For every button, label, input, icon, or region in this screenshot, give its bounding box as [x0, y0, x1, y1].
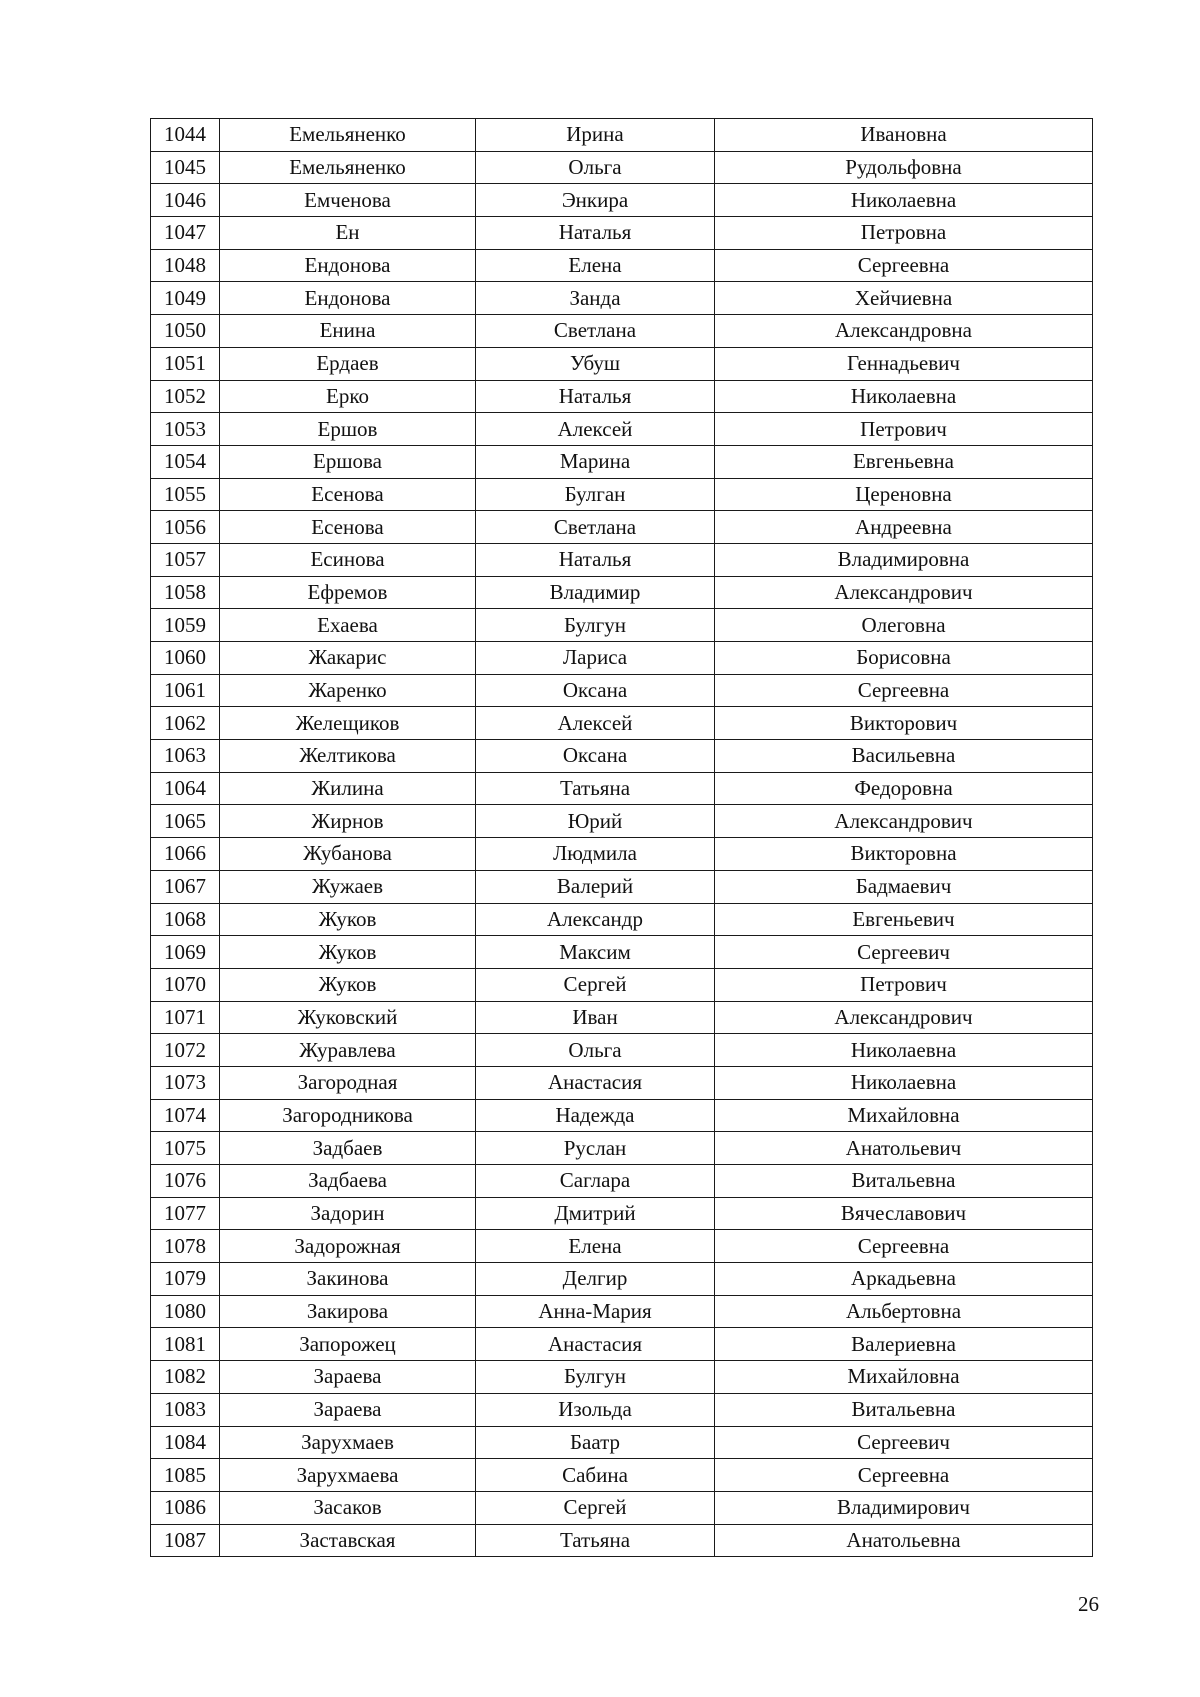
table-row [151, 1263, 1093, 1296]
patronymic-cell: Рудольфовна [715, 151, 1093, 184]
first-name-cell: Иван [476, 1001, 715, 1034]
first-name-cell: Баатр [476, 1426, 715, 1459]
patronymic-cell: Ивановна [715, 119, 1093, 152]
first-name-cell: Руслан [476, 1132, 715, 1165]
row-number-cell: 1062 [151, 707, 220, 740]
patronymic-cell: Петровна [715, 217, 1093, 250]
last-name-cell: Ершова [220, 445, 476, 478]
table-row [151, 968, 1093, 1001]
patronymic-cell: Александровна [715, 315, 1093, 348]
patronymic-cell: Сергеевна [715, 674, 1093, 707]
table-row [151, 1230, 1093, 1263]
row-number-cell: 1060 [151, 642, 220, 675]
last-name-cell: Зараева [220, 1393, 476, 1426]
patronymic-cell: Михайловна [715, 1361, 1093, 1394]
first-name-cell: Валерий [476, 870, 715, 903]
last-name-cell: Жилина [220, 772, 476, 805]
row-number-cell: 1050 [151, 315, 220, 348]
table-row [151, 903, 1093, 936]
first-name-cell: Саглара [476, 1165, 715, 1198]
last-name-cell: Закинова [220, 1263, 476, 1296]
row-number-cell: 1079 [151, 1263, 220, 1296]
row-number-cell: 1073 [151, 1066, 220, 1099]
first-name-cell: Татьяна [476, 772, 715, 805]
patronymic-cell: Сергеевна [715, 249, 1093, 282]
last-name-cell: Закирова [220, 1295, 476, 1328]
row-number-cell: 1072 [151, 1034, 220, 1067]
last-name-cell: Загородная [220, 1066, 476, 1099]
table-row [151, 347, 1093, 380]
row-number-cell: 1055 [151, 478, 220, 511]
last-name-cell: Жубанова [220, 838, 476, 871]
patronymic-cell: Хейчиевна [715, 282, 1093, 315]
row-number-cell: 1063 [151, 740, 220, 773]
first-name-cell: Елена [476, 1230, 715, 1263]
last-name-cell: Запорожец [220, 1328, 476, 1361]
row-number-cell: 1075 [151, 1132, 220, 1165]
row-number-cell: 1069 [151, 936, 220, 969]
row-number-cell: 1085 [151, 1459, 220, 1492]
last-name-cell: Емельяненко [220, 119, 476, 152]
first-name-cell: Светлана [476, 511, 715, 544]
last-name-cell: Жакарис [220, 642, 476, 675]
row-number-cell: 1061 [151, 674, 220, 707]
last-name-cell: Жуков [220, 903, 476, 936]
table-row [151, 315, 1093, 348]
patronymic-cell: Николаевна [715, 380, 1093, 413]
table-row [151, 119, 1093, 152]
table-row [151, 1361, 1093, 1394]
patronymic-cell: Бадмаевич [715, 870, 1093, 903]
table-row [151, 217, 1093, 250]
first-name-cell: Алексей [476, 707, 715, 740]
patronymic-cell: Евгеньевна [715, 445, 1093, 478]
patronymic-cell: Сергеевна [715, 1459, 1093, 1492]
last-name-cell: Емченова [220, 184, 476, 217]
table-row [151, 576, 1093, 609]
patronymic-cell: Анатольевич [715, 1132, 1093, 1165]
row-number-cell: 1057 [151, 543, 220, 576]
row-number-cell: 1065 [151, 805, 220, 838]
table-row [151, 1066, 1093, 1099]
last-name-cell: Желещиков [220, 707, 476, 740]
table-row [151, 511, 1093, 544]
last-name-cell: Есенова [220, 478, 476, 511]
table-row [151, 609, 1093, 642]
row-number-cell: 1087 [151, 1524, 220, 1557]
patronymic-cell: Николаевна [715, 1066, 1093, 1099]
table-row [151, 249, 1093, 282]
patronymic-cell: Витальевна [715, 1393, 1093, 1426]
patronymic-cell: Альбертовна [715, 1295, 1093, 1328]
last-name-cell: Задорин [220, 1197, 476, 1230]
row-number-cell: 1086 [151, 1491, 220, 1524]
patronymic-cell: Олеговна [715, 609, 1093, 642]
row-number-cell: 1044 [151, 119, 220, 152]
table-row [151, 1393, 1093, 1426]
first-name-cell: Ирина [476, 119, 715, 152]
patronymic-cell: Сергеевич [715, 1426, 1093, 1459]
last-name-cell: Жуков [220, 968, 476, 1001]
table-row [151, 413, 1093, 446]
row-number-cell: 1076 [151, 1165, 220, 1198]
last-name-cell: Ершов [220, 413, 476, 446]
row-number-cell: 1080 [151, 1295, 220, 1328]
row-number-cell: 1059 [151, 609, 220, 642]
table-row [151, 1165, 1093, 1198]
row-number-cell: 1046 [151, 184, 220, 217]
first-name-cell: Сабина [476, 1459, 715, 1492]
row-number-cell: 1077 [151, 1197, 220, 1230]
first-name-cell: Лариса [476, 642, 715, 675]
patronymic-cell: Борисовна [715, 642, 1093, 675]
row-number-cell: 1058 [151, 576, 220, 609]
last-name-cell: Жуковский [220, 1001, 476, 1034]
patronymic-cell: Андреевна [715, 511, 1093, 544]
last-name-cell: Желтикова [220, 740, 476, 773]
table-row [151, 1295, 1093, 1328]
patronymic-cell: Викторович [715, 707, 1093, 740]
table-row [151, 543, 1093, 576]
table-row [151, 1099, 1093, 1132]
first-name-cell: Светлана [476, 315, 715, 348]
last-name-cell: Засаков [220, 1491, 476, 1524]
first-name-cell: Энкира [476, 184, 715, 217]
patronymic-cell: Вячеславович [715, 1197, 1093, 1230]
table-row [151, 838, 1093, 871]
row-number-cell: 1054 [151, 445, 220, 478]
row-number-cell: 1052 [151, 380, 220, 413]
first-name-cell: Людмила [476, 838, 715, 871]
names-table-body [151, 119, 1093, 1557]
first-name-cell: Сергей [476, 1491, 715, 1524]
row-number-cell: 1064 [151, 772, 220, 805]
row-number-cell: 1051 [151, 347, 220, 380]
patronymic-cell: Витальевна [715, 1165, 1093, 1198]
last-name-cell: Зарухмаев [220, 1426, 476, 1459]
first-name-cell: Максим [476, 936, 715, 969]
last-name-cell: Задбаев [220, 1132, 476, 1165]
first-name-cell: Делгир [476, 1263, 715, 1296]
last-name-cell: Задорожная [220, 1230, 476, 1263]
last-name-cell: Жирнов [220, 805, 476, 838]
patronymic-cell: Анатольевна [715, 1524, 1093, 1557]
table-row [151, 380, 1093, 413]
first-name-cell: Елена [476, 249, 715, 282]
patronymic-cell: Владимирович [715, 1491, 1093, 1524]
last-name-cell: Зарухмаева [220, 1459, 476, 1492]
first-name-cell: Булган [476, 478, 715, 511]
patronymic-cell: Николаевна [715, 1034, 1093, 1067]
last-name-cell: Жаренко [220, 674, 476, 707]
patronymic-cell: Александрович [715, 576, 1093, 609]
row-number-cell: 1056 [151, 511, 220, 544]
row-number-cell: 1071 [151, 1001, 220, 1034]
first-name-cell: Ольга [476, 1034, 715, 1067]
last-name-cell: Жужаев [220, 870, 476, 903]
first-name-cell: Алексей [476, 413, 715, 446]
last-name-cell: Ен [220, 217, 476, 250]
table-row [151, 1001, 1093, 1034]
patronymic-cell: Цереновна [715, 478, 1093, 511]
first-name-cell: Юрий [476, 805, 715, 838]
first-name-cell: Дмитрий [476, 1197, 715, 1230]
table-row [151, 805, 1093, 838]
patronymic-cell: Валериевна [715, 1328, 1093, 1361]
last-name-cell: Задбаева [220, 1165, 476, 1198]
last-name-cell: Заставская [220, 1524, 476, 1557]
first-name-cell: Марина [476, 445, 715, 478]
first-name-cell: Татьяна [476, 1524, 715, 1557]
row-number-cell: 1078 [151, 1230, 220, 1263]
row-number-cell: 1067 [151, 870, 220, 903]
first-name-cell: Владимир [476, 576, 715, 609]
row-number-cell: 1047 [151, 217, 220, 250]
table-row [151, 184, 1093, 217]
row-number-cell: 1074 [151, 1099, 220, 1132]
last-name-cell: Ефремов [220, 576, 476, 609]
last-name-cell: Ендонова [220, 249, 476, 282]
patronymic-cell: Викторовна [715, 838, 1093, 871]
last-name-cell: Ехаева [220, 609, 476, 642]
first-name-cell: Анастасия [476, 1066, 715, 1099]
table-row [151, 151, 1093, 184]
first-name-cell: Анастасия [476, 1328, 715, 1361]
patronymic-cell: Сергеевич [715, 936, 1093, 969]
patronymic-cell: Владимировна [715, 543, 1093, 576]
last-name-cell: Зараева [220, 1361, 476, 1394]
row-number-cell: 1070 [151, 968, 220, 1001]
table-row [151, 478, 1093, 511]
table-row [151, 1426, 1093, 1459]
patronymic-cell: Александрович [715, 1001, 1093, 1034]
table-row [151, 1459, 1093, 1492]
table-row [151, 1132, 1093, 1165]
row-number-cell: 1049 [151, 282, 220, 315]
row-number-cell: 1053 [151, 413, 220, 446]
patronymic-cell: Евгеньевич [715, 903, 1093, 936]
row-number-cell: 1084 [151, 1426, 220, 1459]
first-name-cell: Наталья [476, 543, 715, 576]
first-name-cell: Булгун [476, 1361, 715, 1394]
patronymic-cell: Васильевна [715, 740, 1093, 773]
first-name-cell: Сергей [476, 968, 715, 1001]
last-name-cell: Енина [220, 315, 476, 348]
names-table [150, 118, 1093, 1557]
last-name-cell: Есинова [220, 543, 476, 576]
row-number-cell: 1066 [151, 838, 220, 871]
table-row [151, 282, 1093, 315]
row-number-cell: 1082 [151, 1361, 220, 1394]
page-number: 26 [1078, 1592, 1099, 1616]
last-name-cell: Жуков [220, 936, 476, 969]
table-row [151, 936, 1093, 969]
last-name-cell: Ерко [220, 380, 476, 413]
first-name-cell: Убуш [476, 347, 715, 380]
patronymic-cell: Федоровна [715, 772, 1093, 805]
patronymic-cell: Геннадьевич [715, 347, 1093, 380]
table-row [151, 642, 1093, 675]
patronymic-cell: Александрович [715, 805, 1093, 838]
first-name-cell: Ольга [476, 151, 715, 184]
table-row [151, 772, 1093, 805]
row-number-cell: 1068 [151, 903, 220, 936]
first-name-cell: Занда [476, 282, 715, 315]
row-number-cell: 1081 [151, 1328, 220, 1361]
first-name-cell: Булгун [476, 609, 715, 642]
row-number-cell: 1083 [151, 1393, 220, 1426]
first-name-cell: Изольда [476, 1393, 715, 1426]
row-number-cell: 1045 [151, 151, 220, 184]
table-row [151, 445, 1093, 478]
table-row [151, 1524, 1093, 1557]
table-row [151, 707, 1093, 740]
last-name-cell: Журавлева [220, 1034, 476, 1067]
first-name-cell: Анна-Мария [476, 1295, 715, 1328]
table-row [151, 740, 1093, 773]
table-row [151, 1034, 1093, 1067]
last-name-cell: Загородникова [220, 1099, 476, 1132]
first-name-cell: Наталья [476, 380, 715, 413]
table-row [151, 674, 1093, 707]
last-name-cell: Емельяненко [220, 151, 476, 184]
patronymic-cell: Петрович [715, 413, 1093, 446]
first-name-cell: Оксана [476, 674, 715, 707]
first-name-cell: Наталья [476, 217, 715, 250]
table-row [151, 1197, 1093, 1230]
patronymic-cell: Николаевна [715, 184, 1093, 217]
table-row [151, 870, 1093, 903]
patronymic-cell: Аркадьевна [715, 1263, 1093, 1296]
last-name-cell: Ендонова [220, 282, 476, 315]
patronymic-cell: Сергеевна [715, 1230, 1093, 1263]
last-name-cell: Ердаев [220, 347, 476, 380]
last-name-cell: Есенова [220, 511, 476, 544]
patronymic-cell: Петрович [715, 968, 1093, 1001]
table-row [151, 1328, 1093, 1361]
first-name-cell: Александр [476, 903, 715, 936]
table-row [151, 1491, 1093, 1524]
patronymic-cell: Михайловна [715, 1099, 1093, 1132]
first-name-cell: Надежда [476, 1099, 715, 1132]
first-name-cell: Оксана [476, 740, 715, 773]
row-number-cell: 1048 [151, 249, 220, 282]
